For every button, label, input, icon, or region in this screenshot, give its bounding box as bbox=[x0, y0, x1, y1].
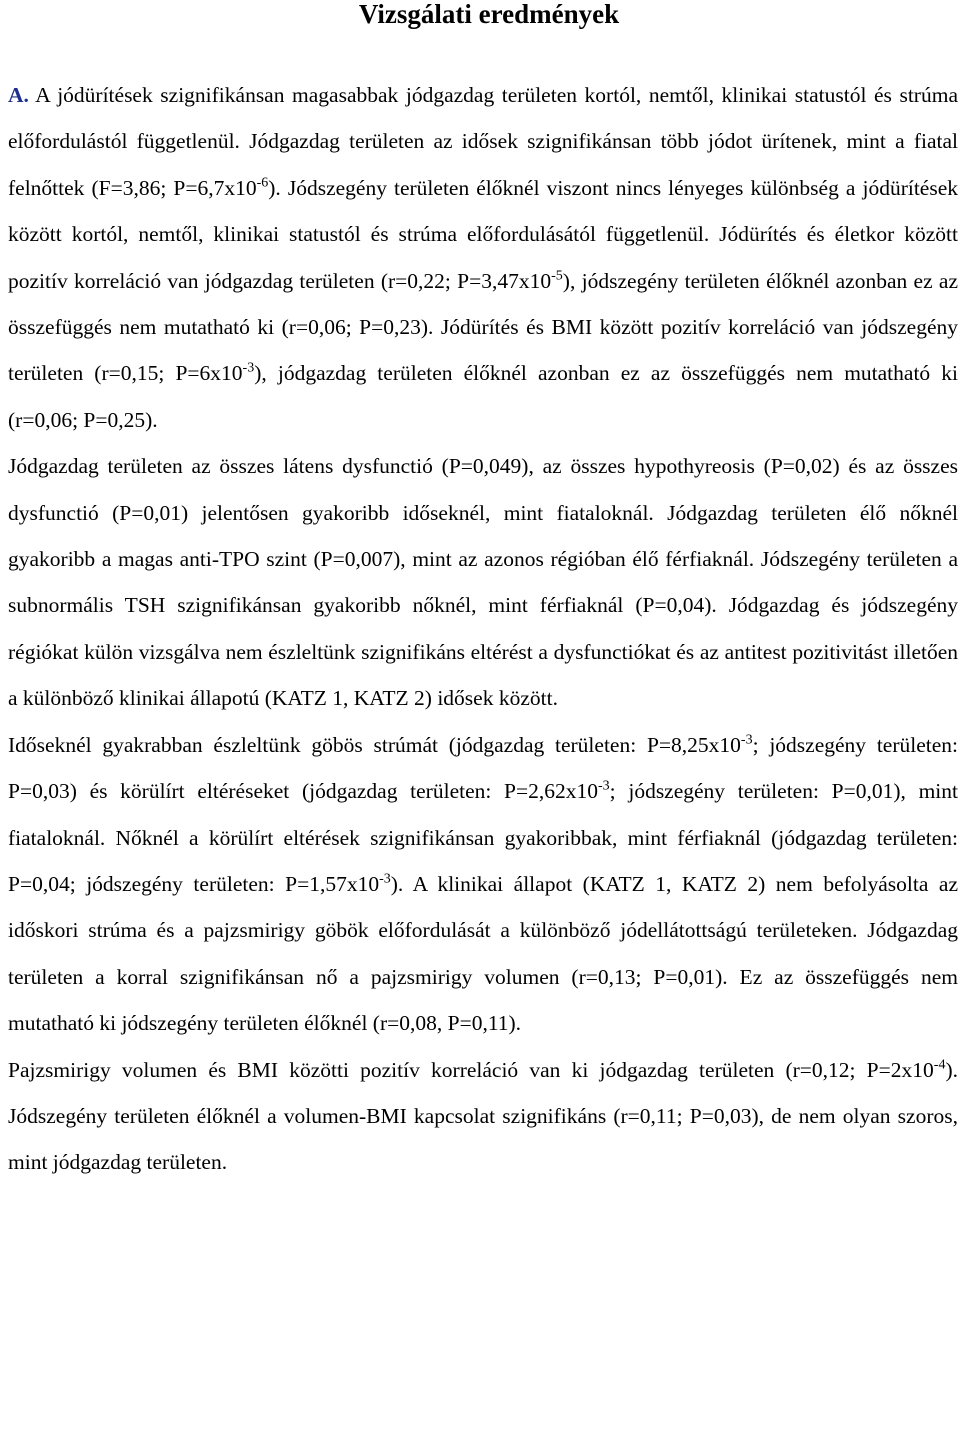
document-page bbox=[8, 0, 958, 1186]
superscript: -4 bbox=[933, 1057, 946, 1073]
text-segment: ; jódszegény területen: P=0,01), mint fiataloknál. Nőknél a körülírt eltérések szignifikánsan gyakoribbak, mint férfiaknál (jódgazdag területen: P=0,04; jódszegény területen: P=1,57x10 bbox=[8, 779, 958, 896]
paragraph-volume-bmi bbox=[8, 1047, 958, 1186]
superscript: -3 bbox=[740, 732, 753, 748]
superscript: -3 bbox=[598, 778, 610, 794]
text-segment: A jódürítések szignifikánsan magasabbak jódgazdag területen kortól, nemtől, klinikai statustól és strúma előfordulástól függetlenül. Jódgazdag területen az idősek szignifikánsan több jódot ürítenek, mint a fiatal felnőttek (F=3,86; P=6,7x10 bbox=[8, 83, 958, 200]
superscript: -5 bbox=[551, 268, 563, 284]
paragraph-dysfunction bbox=[8, 443, 958, 721]
text-segment: ). Jódszegény területen élőknél viszont nincs lényeges különbség a jódürítések között kortól, nemtől, klinikai statustól és strúma előfordulásától függetlenül. Jódürítés és életkor között pozitív korreláció van jódgazdag területen (r=0,22; P=3,47x10 bbox=[8, 175, 959, 293]
section-label: A. bbox=[8, 83, 29, 107]
text-segment: Pajzsmirigy volumen és BMI közötti pozitív korreláció van ki jódgazdag területen (r=0,12; P=2x10 bbox=[8, 1057, 934, 1082]
text-segment: ), jódszegény területen élőknél azonban ez az összefüggés nem mutatható ki (r=0,06; P=0,23). Jódürítés és BMI között pozitív korreláció van jódszegény területen (r=0,15; P=6x10 bbox=[8, 268, 958, 386]
text-segment: ). Jódszegény területen élőknél a volumen-BMI kapcsolat szignifikáns (r=0,11; P=0,03), de nem olyan szoros, mint jódgazdag területen. bbox=[8, 1057, 958, 1175]
superscript: -3 bbox=[379, 871, 391, 887]
text-segment: Időseknél gyakrabban észleltünk göbös strúmát (jódgazdag területen: P=8,25x10 bbox=[8, 732, 741, 757]
paragraph-section-a bbox=[8, 72, 958, 443]
text-segment: ), jódgazdag területen élőknél azonban ez az összefüggés nem mutatható ki (r=0,06; P=0,25). bbox=[8, 361, 958, 432]
superscript: -3 bbox=[242, 361, 255, 377]
superscript: -6 bbox=[256, 175, 269, 191]
text-segment: ). A klinikai állapot (KATZ 1, KATZ 2) nem befolyásolta az időskori strúma és a pajzsmirigy göbök előfordulását a különböző jódellátottságú területeken. Jódgazdag területen a korral szignifikánsan nő a pajzsmirigy volumen (r=0,13; P=0,01). Ez az összefüggés nem mutatható ki jódszegény területen élőknél (r=0,08, P=0,11). bbox=[8, 871, 958, 1036]
document-body bbox=[8, 72, 958, 1186]
page-title: Vizsgálati eredmények bbox=[358, 0, 620, 29]
paragraph-struma bbox=[8, 722, 958, 1047]
text-segment: ; jódszegény területen: P=0,03) és körülírt eltéréseket (jódgazdag területen: P=2,62x10 bbox=[8, 732, 959, 804]
text-segment: Jódgazdag területen az összes látens dysfunctió (P=0,049), az összes hypothyreosis (P=0,02) és az összes dysfunctió (P=0,01) jelentősen gyakoribb időseknél, mint fiataloknál. Jódgazdag területen élő nőknél gyakoribb a magas anti-TPO szint (P=0,007), mint az azonos régióban élő férfiaknál. Jódszegény területen a subnormális TSH szignifikánsan gyakoribb nőknél, mint férfiaknál (P=0,04). Jódgazdag és jódszegény régiókat külön vizsgálva nem észleltünk szignifikáns eltérést a dysfunctiókat és az antitest pozitivitást illetően a különböző klinikai állapotú (KATZ 1, KATZ 2) idősek között. bbox=[8, 454, 958, 711]
